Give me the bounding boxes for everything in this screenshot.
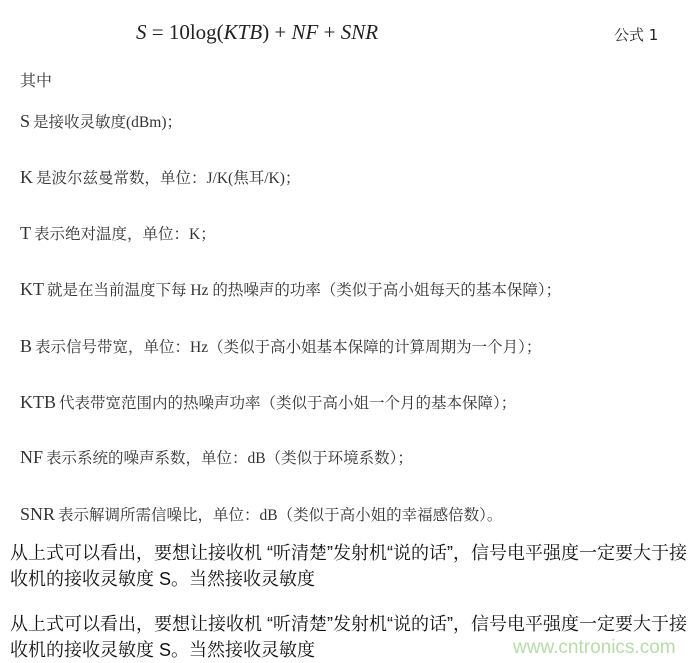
watermark: www.cntronics.com [513, 637, 676, 658]
definition-symbol: KT [20, 279, 44, 299]
definition-item [20, 446, 413, 468]
paragraph: 从上式可以看出，要想让接收机 “听清楚”发射机“说的话”，信号电平强度一定要大于接收机的接收灵敏度 S。当然接收灵敏度 [10, 543, 687, 589]
definition-item [20, 166, 300, 188]
definition-text: 是接收灵敏度(dBm)； [33, 114, 182, 131]
definition-text: 就是在当前温度下每 Hz 的热噪声的功率（类似于高小姐每天的基本保障）； [47, 282, 562, 299]
definition-item [20, 278, 561, 300]
paragraph: 从上式可以看出，要想让接收机 “听清楚”发射机“说的话”，信号电平强度一定要大于接收机的接收灵敏度 S。当然接收灵敏度 [10, 614, 687, 660]
definition-text: 表示解调所需信噪比，单位：dB（类似于高小姐的幸福感倍数）。 [58, 507, 503, 524]
definition-symbol: K [20, 167, 33, 187]
definition-text: 代表带宽范围内的热噪声功率（类似于高小姐一个月的基本保障）； [59, 395, 517, 412]
definition-item [20, 391, 516, 413]
definition-item [20, 335, 541, 357]
definition-item [20, 222, 216, 244]
formula: S = 10log(KTB) + NF + SNR [136, 20, 379, 44]
definition-symbol: S [20, 111, 31, 131]
definition-item [20, 110, 182, 132]
definition-item [20, 503, 502, 525]
definition-text: 表示系统的噪声系数，单位：dB（类似于环境系数）； [46, 450, 413, 467]
intro-text: 其中 [20, 73, 53, 90]
definition-symbol: B [20, 336, 33, 356]
definition-symbol: KTB [20, 392, 56, 412]
equation-label: 公式 1 [614, 26, 659, 44]
definition-text: 表示信号带宽，单位：Hz（类似于高小姐基本保障的计算周期为一个月）； [35, 339, 542, 356]
definition-symbol: NF [20, 447, 44, 467]
definition-symbol: T [20, 223, 31, 243]
definition-text: 表示绝对温度，单位：K； [34, 226, 216, 243]
definition-symbol: SNR [20, 504, 56, 524]
definition-text: 是波尔兹曼常数，单位：J/K(焦耳/K)； [36, 170, 301, 187]
